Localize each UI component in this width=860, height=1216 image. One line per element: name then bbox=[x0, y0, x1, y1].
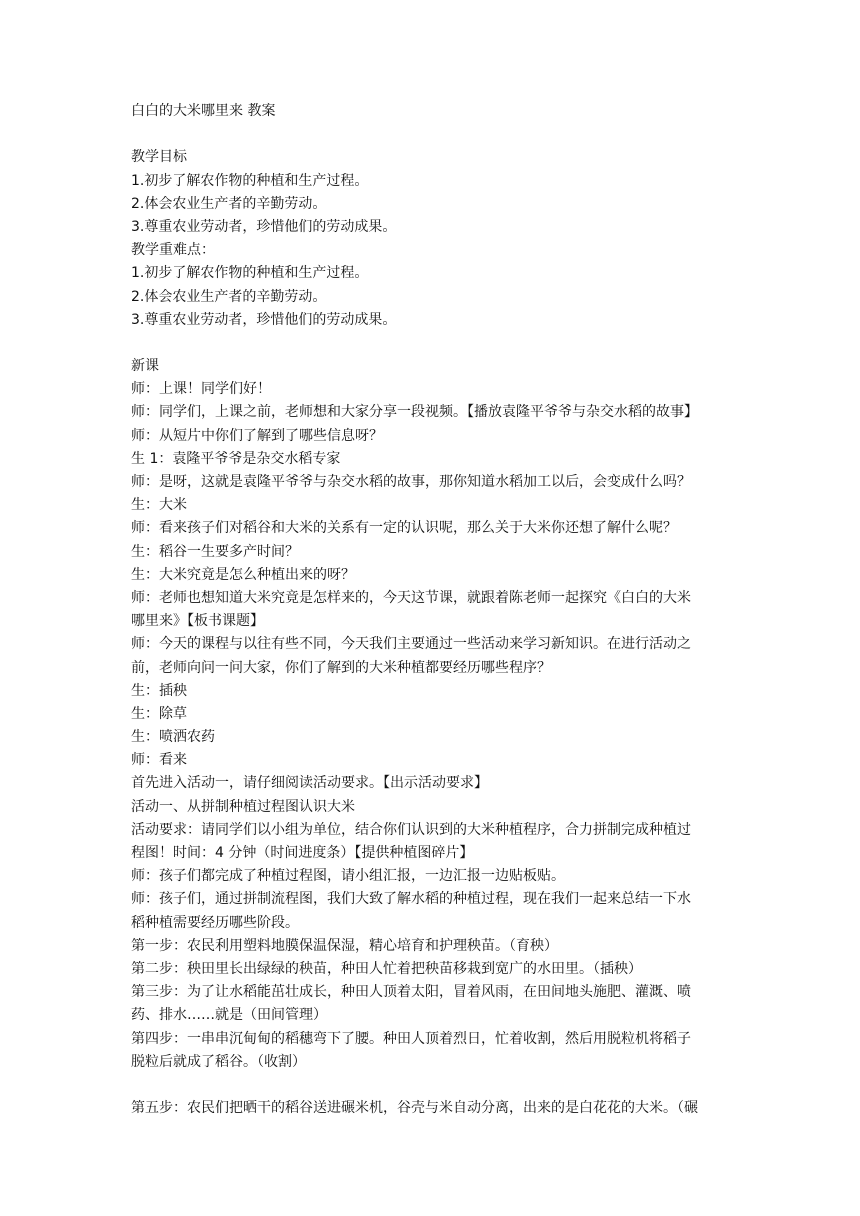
section-heading-key-points: 教学重难点： bbox=[131, 242, 215, 259]
dialogue-line: 师：从短片中你们了解到了哪些信息呀？ bbox=[131, 427, 383, 444]
key-point-item: 1.初步了解农作物的种植和生产过程。 bbox=[131, 265, 369, 282]
key-point-item: 3.尊重农业劳动者，珍惜他们的劳动成果。 bbox=[131, 311, 397, 328]
step-line: 药、排水……就是（田间管理） bbox=[131, 1007, 327, 1024]
dialogue-line: 生：插秧 bbox=[131, 682, 187, 699]
step-line: 第四步：一串串沉甸甸的稻穗弯下了腰。种田人顶着烈日，忙着收割，然后用脱粒机将稻子 bbox=[131, 1030, 691, 1047]
dialogue-line: 生：大米究竟是怎么种植出来的呀？ bbox=[131, 566, 355, 583]
dialogue-line: 生：除草 bbox=[131, 705, 187, 722]
step-line: 第五步：农民们把晒干的稻谷送进碾米机，谷壳与米自动分离，出来的是白花花的大米。（碾 bbox=[131, 1100, 698, 1117]
step-line: 第一步：农民利用塑料地膜保温保湿，精心培育和护理秧苗。（育秧） bbox=[131, 937, 558, 954]
dialogue-line: 师：上课！同学们好！ bbox=[131, 381, 271, 398]
dialogue-line: 前，老师向问一问大家，你们了解到的大米种植都要经历哪些程序？ bbox=[131, 659, 551, 676]
dialogue-line: 师：看来 bbox=[131, 752, 187, 769]
dialogue-line: 师：今天的课程与以往有些不同，今天我们主要通过一些活动来学习新知识。在进行活动之 bbox=[131, 636, 691, 653]
blank-line bbox=[131, 1074, 737, 1097]
step-line: 第二步：秧田里长出绿绿的秧苗，种田人忙着把秧苗移栽到宽广的水田里。（插秧） bbox=[131, 960, 642, 977]
step-line: 第三步：为了让水稻能茁壮成长，种田人顶着太阳，冒着风雨，在田间地头施肥、灌溉、喷 bbox=[131, 984, 691, 1001]
objective-item: 2.体会农业生产者的辛勤劳动。 bbox=[131, 195, 327, 212]
dialogue-line: 师：孩子们都完成了种植过程图，请小组汇报，一边汇报一边贴板贴。 bbox=[131, 868, 565, 885]
paragraph-line: 程图！时间：4 分钟（时间进度条）【提供种植图碎片】 bbox=[131, 845, 474, 861]
section-heading-objectives: 教学目标 bbox=[131, 149, 187, 166]
dialogue-line: 生：喷洒农药 bbox=[131, 729, 215, 746]
dialogue-line: 师：老师也想知道大米究竟是怎样来的，今天这节课，就跟着陈老师一起探究《白白的大米 bbox=[131, 589, 691, 606]
key-point-item: 2.体会农业生产者的辛勤劳动。 bbox=[131, 288, 327, 305]
dialogue-line: 师：同学们，上课之前，老师想和大家分享一段视频。【播放袁隆平爷爷与杂交水稻的故事】 bbox=[131, 404, 698, 421]
paragraph-line: 首先进入活动一，请仔细阅读活动要求。【出示活动要求】 bbox=[131, 775, 488, 792]
section-heading-new-lesson: 新课 bbox=[131, 358, 159, 375]
document-body bbox=[131, 100, 737, 1120]
paragraph-line: 活动要求：请同学们以小组为单位，结合你们认识到的大米种植程序，合力拼制完成种植过 bbox=[131, 821, 691, 838]
paragraph-line: 稻种植需要经历哪些阶段。 bbox=[131, 914, 299, 931]
objective-item: 1.初步了解农作物的种植和生产过程。 bbox=[131, 172, 369, 189]
blank-line bbox=[131, 332, 737, 355]
step-line: 脱粒后就成了稻谷。（收割） bbox=[131, 1053, 306, 1070]
blank-line bbox=[131, 123, 737, 146]
dialogue-line: 生：大米 bbox=[131, 497, 187, 514]
dialogue-line: 哪里来》【板书课题】 bbox=[131, 613, 264, 630]
document-title: 白白的大米哪里来 教案 bbox=[131, 103, 276, 119]
objective-item: 3.尊重农业劳动者，珍惜他们的劳动成果。 bbox=[131, 218, 397, 235]
dialogue-line: 生：稻谷一生要多产时间？ bbox=[131, 543, 299, 560]
activity-heading: 活动一、从拼制种植过程图认识大米 bbox=[131, 798, 355, 815]
dialogue-line: 师：孩子们，通过拼制流程图，我们大致了解水稻的种植过程，现在我们一起来总结一下水 bbox=[131, 891, 691, 908]
dialogue-line: 生 1：袁隆平爷爷是杂交水稻专家 bbox=[131, 450, 341, 467]
dialogue-line: 师：看来孩子们对稻谷和大米的关系有一定的认识呢，那么关于大米你还想了解什么呢？ bbox=[131, 520, 677, 537]
dialogue-line: 师：是呀，这就是袁隆平爷爷与杂交水稻的故事，那你知道水稻加工以后，会变成什么吗？ bbox=[131, 474, 691, 490]
